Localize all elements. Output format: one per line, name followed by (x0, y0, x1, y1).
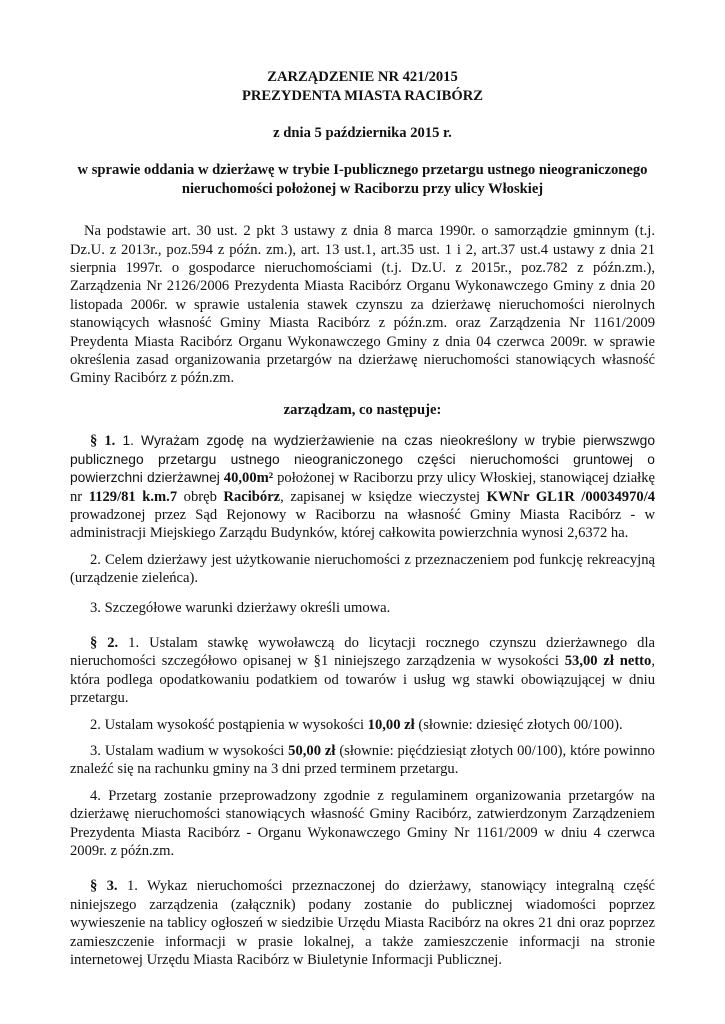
section2-p2-text-b: (słownie: dziesięć złotych 00/100). (418, 716, 623, 733)
section2-p2-text-a: 2. Ustalam wysokość postąpienia w wysokości (90, 716, 365, 733)
section2-paragraph3 (70, 742, 655, 779)
section3-mark: § 3. (90, 878, 118, 895)
section2-p3-text-a: 3. Ustalam wadium w wysokości (90, 742, 285, 759)
subject-line2: nieruchomości położonej w Raciborzu przy ulicy Włoskiej (181, 180, 544, 197)
section1-p1-text-b: położonej w Raciborzu przy ulicy Włoskiej, stanowiącej działkę nr (70, 470, 655, 505)
decree-heading: zarządzam, co następuje: (283, 401, 442, 418)
legal-basis-paragraph: Na podstawie art. 30 ust. 2 pkt 3 ustawy z dnia 8 marca 1990r. o samorządzie gminnym (t.j. Dz.U. z 2013r., poz.594 z późn. zm.), art. 13 ust.1, art.35 ust. 1 i 2, art.37 ust.4 ustawy z dnia 21 sierpnia 1997r. o gospodarce nieruchomościami (t.j. Dz.U. z 2015r., poz.782 z późn.zm.), Zarządzenia Nr 2126/2006 Prezydenta Miasta Racibórz Organu Wykonawczego Gminy z dnia 20 listopada 2006r. w sprawie ustalenia stawek czynszu za dzierżawę nieruchomości nierolnych stanowiących własność Gminy Miasta Racibórz z późn.zm. oraz Zarządzenia Nr 1161/2009 Preydenta Miasta Racibórz Organu Wykonawczego Gminy z dnia 04 czerwca 2009r. w sprawie określenia zasad organizowania przetargów na dzierżawę nieruchomości stanowiących własność Gminy Racibórz z późn.zm. (70, 223, 655, 387)
section1-p1-text-a: Wyrażam zgodę na wydzierżawienie na czas nieokreślony w trybie pierwszwgo publicznego przetargu ustnego nieograniczonego części nieruchomości gruntowej o powierzchni dzierżawnej (70, 433, 655, 486)
section1-land-register: KWNr GL1R /00034970/4 (486, 488, 656, 505)
section1-paragraph2: 2. Celem dzierżawy jest użytkowanie nieruchomości z przeznaczeniem pod funkcję rekreacyjną (urządzenie zieleńca). (70, 551, 655, 587)
section2-bid-increment: 10,00 zł (367, 716, 415, 733)
section3-p1-text: 1. Wykaz nieruchomości przeznaczonej do dzierżawy, stanowiący integralną część niniejszego zarządzenia (załącznik) podany zostanie do publicznej wiadomości poprzez wywieszenie na tablicy ogłoszeń w siedzibie Urzędu Miasta Racibórz na okres 21 dni oraz poprzez zamieszczenie informacji w prasie lokalnej, a także zamieszczenie informacji na stronie internetowej Urzędu Miasta Racibórz w Biuletynie Informacji Publicznej. (70, 878, 655, 969)
section2-p1-text-a: 1. Ustalam stawkę wywoławczą do licytacji rocznego czynszu dzierżawnego dla nieruchomości szczegółowo opisanej w §1 niniejszego zarządzenia w wysokości (70, 634, 655, 670)
section1-p1-number: 1. (122, 433, 134, 449)
section1-area: 40,00m² (223, 470, 274, 487)
section2-paragraph2 (70, 716, 655, 734)
section3-paragraph1 (70, 877, 655, 969)
section1-p1-text-c: obręb (183, 488, 217, 505)
section1-paragraph1 (70, 432, 655, 542)
section1-p1-text-d: , zapisanej w księdze wieczystej (280, 488, 481, 505)
section2-p3-text-b: (słownie: pięćdziesiąt złotych 00/100), które powinno znaleźć się na rachunku gminy na 3 dni przed terminem przetargu. (70, 742, 655, 778)
document-subject (70, 161, 655, 198)
section2-paragraph4: 4. Przetarg zostanie przeprowadzony zgodnie z regulaminem organizowania przetargów na dzierżawę nieruchomości stanowiących własność Gminy Racibórz, zatwierdzonym Zarządzeniem Prezydenta Miasta Racibórz - Organu Wykonawczego Gminy Nr 1161/2009 w dniu 4 czerwca 2009r. z późn.zm. (70, 787, 655, 859)
document-title-line1: ZARZĄDZENIE NR 421/2015 (267, 69, 458, 85)
section1-mark: § 1. (90, 433, 116, 450)
section1-p1-text-e: prowadzonej przez Sąd Rejonowy w Raciborzu na własność Gminy Miasta Racibórz - w administracji Miejskiego Zarządu Budynków, której całkowita powierzchnia wynosi 2,6372 ha. (70, 506, 655, 542)
subject-line1: w sprawie oddania w dzierżawę w trybie I-publicznego przetargu ustnego nieograniczonego (77, 162, 648, 179)
section1-paragraph3: 3. Szczegółowe warunki dzierżawy określi umowa. (90, 599, 391, 616)
section2-deposit-amount: 50,00 zł (288, 742, 336, 759)
section2-paragraph1 (70, 634, 655, 708)
document-title-line2: PREZYDENTA MIASTA RACIBÓRZ (241, 87, 484, 104)
section1-district: Racibórz (223, 488, 281, 505)
section2-p1-text-b: , która podlega opodatkowaniu podatkiem od towarów i usług wg stawki obowiązującej w dniu przetargu. (70, 653, 655, 707)
section2-rent-amount: 53,00 zł netto (564, 653, 652, 670)
section1-plot-number: 1129/81 k.m.7 (88, 488, 178, 505)
section2-mark: § 2. (90, 634, 119, 651)
document-date: z dnia 5 października 2015 r. (273, 125, 452, 141)
